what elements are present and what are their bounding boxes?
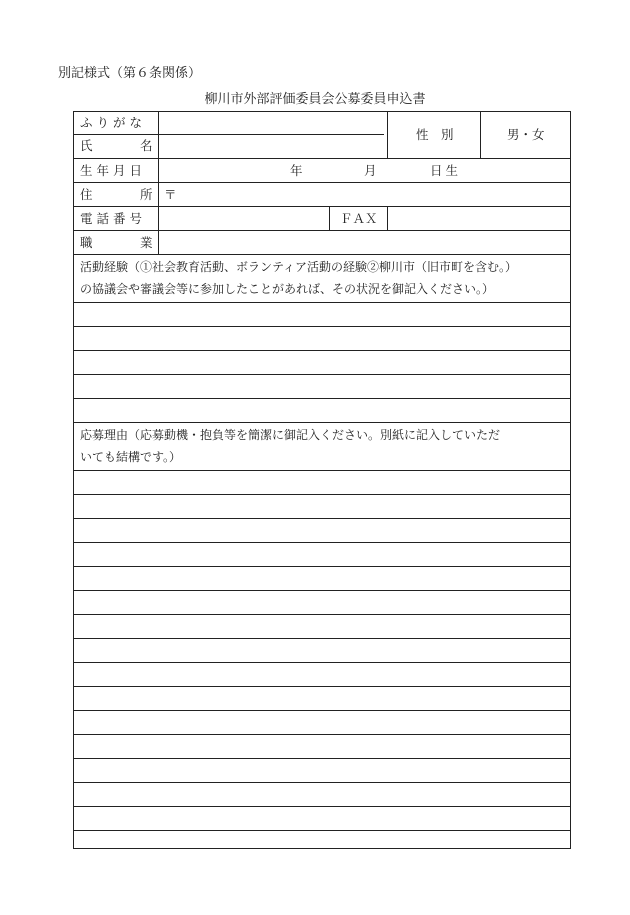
column-divider (329, 206, 330, 230)
gender-label: 性 別 (416, 127, 454, 142)
address-label: 所 (140, 187, 153, 202)
occupation-field[interactable] (159, 231, 570, 254)
column-divider (480, 112, 481, 158)
name-label: 氏 (80, 138, 93, 153)
activity-note: の協議会や審議会等に参加したことがあれば、その状況を御記入ください。） (80, 282, 495, 296)
gender-options[interactable]: 男・女 (507, 127, 545, 142)
furigana-label: ふりがな (80, 115, 147, 130)
address-label: 住 (80, 187, 93, 202)
form-number-label: 別記様式（第６条関係） (58, 66, 202, 81)
address-field[interactable] (179, 183, 570, 206)
furigana-field[interactable] (159, 112, 384, 134)
motivation-note: いても結構です。） (80, 450, 182, 464)
motivation-writing-area[interactable] (74, 471, 570, 849)
fax-label: ＦＡＸ (340, 211, 378, 226)
activity-writing-area[interactable] (74, 303, 570, 422)
birth-day-unit: 日生 (430, 163, 462, 178)
fax-field[interactable] (388, 207, 570, 230)
document-title: 柳川市外部評価委員会公募委員申込書 (204, 92, 426, 107)
phone-field[interactable] (159, 207, 327, 230)
occupation-label: 業 (140, 235, 153, 250)
row-divider (74, 422, 570, 423)
name-label: 名 (140, 138, 153, 153)
birth-month-unit: 月 (364, 163, 377, 178)
phone-label: 電話番号 (80, 211, 147, 226)
postal-mark: 〒 (164, 187, 177, 202)
name-field[interactable] (159, 135, 384, 158)
application-form-table (73, 111, 571, 849)
activity-note: 活動経験（①社会教育活動、ボランティア活動の経験②柳川市（旧市町を含む。） (80, 260, 518, 274)
birthdate-label: 生年月日 (80, 163, 147, 178)
row-divider (74, 158, 570, 159)
motivation-note: 応募理由（応募動機・抱負等を簡潔に御記入ください。別紙に記入していただ (80, 428, 501, 442)
birth-year-unit: 年 (290, 163, 303, 178)
column-divider (387, 112, 388, 158)
occupation-label: 職 (80, 235, 93, 250)
row-divider (74, 254, 570, 255)
